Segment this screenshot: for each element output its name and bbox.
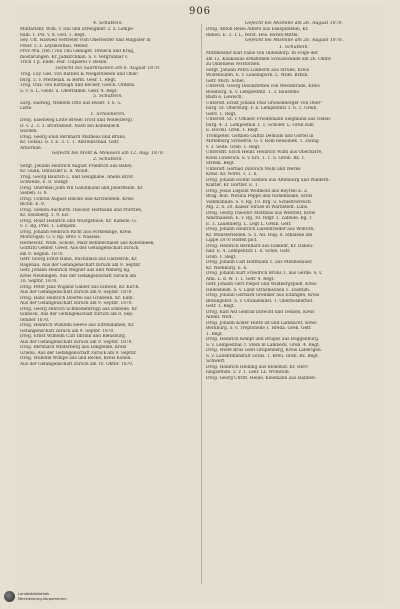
right-column-line: burg. 4. 3. Lempesthal. t. 1. Schöler. L. Greb zum: [206, 122, 314, 128]
right-column-line: Greb. 1. Regt.: [206, 254, 237, 260]
left-column-line: Gefr. Georg Ernst Hahn, Rüchilinss aus Gaitzerob, Kr.: [20, 257, 138, 263]
right-column-line: Kr. Münsterleiden. S. 5. Ad. Hug. d. Stkalene am: [206, 232, 313, 238]
left-column-line: Prov.-Wn. (ret.) von Thü Genuger, Dreieck und Krug,: [20, 49, 135, 55]
right-column-line: Unteroff. Gerhad Dillorich Mohl und Werke: [206, 166, 301, 172]
left-column-line: Sey. Ult. Haswell Vertreter vom Oberlehrer und Magister in: [20, 38, 151, 44]
left-column-line: Gefangenschaft zurück am 9. Septbr. 1870.: [20, 328, 115, 334]
left-column-line: mostarungen. Kr. Jüdkirchhan. S. v. Vergrunbar v.: [20, 54, 129, 60]
right-column-line: Drog. Johann Gerhard Greinker aus Eitlingen, Kreis: [206, 293, 320, 299]
left-column: [20, 21, 196, 367]
left-column-line: Trog. Georg Baurich L. und Leuignabe. Ahebs Birot.: [20, 174, 135, 180]
library-badge-text: [18, 592, 67, 601]
right-column-line: Strenk. Regt.: [206, 161, 235, 167]
left-column-line: v. 1. Rg. Pres. 1. Lempsm.: [20, 224, 77, 230]
right-column-line: Schwert.: [206, 359, 226, 365]
left-column-line: Trog. Luy. Ges. von Rathen & Wiegersleben und Ober-: [20, 72, 139, 78]
left-column-heading: 2. Schüttein.: [93, 157, 123, 163]
left-column-line: Einbeck. Aus der Gefangenschaft zurück am 8. Sep-: [20, 312, 134, 318]
right-column-line: S. v. Lempesthal. t. Stein in Lambeck. Greb. 4. Regt.: [206, 342, 321, 348]
right-column-line: lungseftste. 5. v. 1. Leer. Lz. Wvnwoln.: [206, 370, 290, 376]
right-column-line: burg. St. Oberburg. F. b. Lempestiltz 1. 6. 1. Greib.: [206, 106, 318, 112]
left-column-line: Drog. Hoist Heinrich und Wüstgebüse, Kr. Rahsde. G.: [20, 218, 137, 224]
right-column-line: Drog. Johann Heinrich Luisenfrieder aus Woltorn,: [206, 227, 315, 233]
right-column-line: Kr. Wienburg. E. 6.: [206, 265, 248, 271]
left-column-line: Trog. Dux. von Koltbugh und Reclier, Gesch. Ordens.: [20, 83, 136, 89]
left-column-line: Lißfe.: [20, 106, 33, 112]
left-column-line: Bichb. E. 9.: [20, 202, 46, 208]
left-column-line: burg. 5. v. Pferdelah. & Berm. Gesr. 1. Regt.: [20, 77, 117, 83]
right-column-line: Gefr. 1. Regt.: [206, 304, 235, 310]
right-column-heading: Gefecht bei Mismille am 26. August 1870.: [244, 38, 344, 44]
left-column-line: Zarg. Hadwig, Wilhelm Otto aus Buser. T. S. 5.: [20, 100, 122, 106]
right-column-line: Gefr. Mich. Schel.: [206, 78, 245, 84]
right-column-line: hall. E. 4. Lempentitz 1. b. Schle. Gefr.: [206, 249, 291, 255]
left-column-line: am 9. Segilin. 1870.: [20, 251, 64, 257]
right-column-line: Volkmannde. S. v. Rg. 10. Brg. u. Schießversuch: [206, 199, 311, 205]
right-column-line: Drog. Heinrich Bernhard aus Einkehr, Kr. Daheu-: [206, 243, 314, 249]
right-column-line: Kreis Lowerich. S. v. Ers. 1. 1. S. Greib. Bz. 1.: [206, 155, 306, 161]
right-column-line: Brag. Bob. Wiridia Peppe und Hohenbeike, Kreis: [206, 194, 313, 200]
left-column-line: Grieba. Aus der Gefangenschaft zurück am 9. Septbr.: [20, 350, 137, 356]
left-column-line: Drog. Wilhelm Wimpe aus und Becke, Kreis Konen.: [20, 356, 132, 362]
right-column-line: Drog. Heinrich Heilling aus Bloedhof. Kr. Herr-: [206, 364, 309, 370]
left-column-line: Drog. Johann Heinrich Richt aus Forkedinge, Kreis: [20, 229, 132, 235]
right-column-line: Drog. Anton Reise Albers aus Eisleplatenei, Kr.: [206, 27, 309, 33]
left-column-line: Aus der Gefangenschaft zurück am 10. Oktbr. 1870.: [20, 361, 134, 367]
right-column-line: Bernburg. S. v. Treptonelle 1. Breda. Greb. Gefr.: [206, 326, 312, 332]
right-column-line: Sergt. Johann Petra Ludherst aus Struke, Kreis: [206, 67, 309, 73]
right-column-line: Mg. 2. S. 20. Kaiser Strase in Warnstedt. Lubs.: [206, 205, 309, 211]
left-column-line: Drog. Heinrich Wilhelm Heeve aus Elfrendamen, Kr.: [20, 323, 135, 329]
left-column-line: Drog. Conrad August Hincke und Kirchenfeld, Kreis: [20, 196, 134, 202]
left-column-line: Kr. Gulik, Gfiraciler E. 8. Woulf.: [20, 169, 89, 175]
right-column-line: Basti e. Lewisch.: [206, 95, 243, 101]
right-column-line: Drog. Johann Köller Hütte ist und Lambacht, Kreis: [206, 320, 317, 326]
left-column-heading: Gefecht bei Saarbrücken am 6. August 1870.: [55, 65, 161, 71]
left-column-line: 10. Septbr. 1870.: [20, 279, 58, 285]
right-column-line: v. 3. Seite. Greb. 1. Regt.: [206, 144, 261, 150]
badge-line-1: Landesbibliothek: [18, 592, 50, 597]
page-number: 906: [188, 6, 212, 17]
left-column-line: Drog. Bernhard Wilderberg aus Lengfelde, Kreis: [20, 345, 127, 351]
left-column-line: S. v. S. L. Geißl. u. Oberflamm. Gesr. 4. Regt.: [20, 88, 118, 94]
left-column-line: Sieben. G. 9.: [20, 191, 48, 197]
right-column-line: Gefr. Johann Gert Pieper und Wildbergspieß, Kreis: [206, 282, 317, 288]
right-column-line: Hildesheim. S. v. Land Strasnischen 1. Zeistlim.: [206, 287, 311, 293]
badge-line-2: Mecklenburg-Vorpommern: [18, 596, 67, 601]
right-column-line: Lippe 1870 Hoffen pict.: [206, 238, 258, 244]
right-column-line: Biesingebst. S. v. Oranienkilst. 1. Oberhosnerhof.: [206, 298, 314, 304]
left-column-line: worden.: [20, 129, 38, 135]
right-column-line: Amsthausen. E. v. Rg. 10. Rdgr. 1. Zafelde, Rg. 1: [206, 216, 312, 222]
left-column-line: Hornewitz. Wille. Schöle, Maxt Behnfechanst aus Kobenbeek,: [20, 240, 155, 246]
left-column-heading: 5. Schüttein.: [93, 94, 123, 100]
right-column-heading: 1. Schüttein.: [279, 44, 309, 50]
right-column-line: Drog. Georg Theodor Matthias aus Westfelt, Kreis: [206, 210, 316, 216]
right-column-line: Klatter. Kr. Dörtler. E. 1.: [206, 183, 259, 189]
right-column-line: Mittmeister Karl Fazie von Oldendorp. In Folge der: [206, 51, 319, 57]
right-column-line: Altenf. Wolt.: [206, 315, 233, 321]
left-column-line: Militärlehr. Wilh. v. Hal und Strengmer. 2. z. Lempe-: [20, 27, 135, 33]
right-column-line: am 12. Kaukasius erhaltenen Schusswunde am 26. Oktbr.: [206, 56, 332, 62]
left-column-line: Morsrogsb. G. v. Rp. Brev. v. Nassels.: [20, 235, 101, 241]
right-column-line: Mittelburg Schwerin. G. v. Rom bensunek. 1. Zwing: [206, 139, 319, 145]
left-column-line: Golftrin Gemer, Greef. Aus der Gefangenschaft zurück: [20, 246, 139, 252]
left-column-line: huhl. 1. Pol. v. 8. Gvd. 1. Regt.: [20, 32, 86, 38]
document-page: [14, 4, 386, 604]
left-column-line: Trich 1 p. Ende. Feir. Tulpierel v. Besim.: [20, 60, 108, 66]
left-column-line: Sergt. Johann Heinrich August Friedrich aus Babel,: [20, 163, 133, 169]
left-column-line: Poter. 2. z. Leydesuthal. Weber.: [20, 43, 89, 49]
right-column-line: Unteroff. St. v. Omaelc Friedemann Siegmund aus Olden-: [206, 117, 332, 123]
left-column-line: Drog. Peter Jaus Wigand Gabler aus Einwell, Kr. Kirch.: [20, 284, 140, 290]
right-column: [206, 21, 382, 381]
left-column-line: Aus der Gefangenschaft zurück am 9. Septbr. 1870.: [20, 339, 133, 345]
right-column-line: Gerd. 1. Regt.: [206, 111, 237, 117]
right-column-line: Drog. Wolfe Brus Gent Grupenberg, Kreis Lanerigen.: [206, 348, 323, 354]
left-column-line: Drog. Gieben Auchurth Theodor Hermann und Pfortten,: [20, 207, 143, 213]
right-column-line: Unterofft. Erich Heinr. Heinrich Wilm aus Oberbarre,: [206, 150, 323, 156]
right-column-line: Bossburg. E. v. Lempesthtz. 1. 3. Baustelle: [206, 89, 300, 95]
left-column-line: Aus der Gefangenschaft zurück am 9. Septbr. 1870.: [20, 290, 133, 296]
left-column-line: Kreis Neubingen. Aus der Gefangenschaft zurück am: [20, 273, 137, 279]
right-column-line: Renen. E. 3. T. L. Verst. Hes. Buren-Mittel.: [206, 32, 299, 38]
right-column-line: Drog. Karl Ast Gebrad Ebrecht und Tennen, Kreis: [206, 309, 315, 315]
left-column-line: Aus der Gefangenschaft zurück am 9. Septbr. 1870.: [20, 301, 133, 307]
right-column-line: Unteroff. Georg Dieckstetten von Westenrade, Kreis: [206, 84, 320, 90]
left-column-line: Arbörnde.: [20, 145, 42, 151]
left-column-line: Drog. Eisenweg Lotte Bresel Trost und Wolle(berg).: [20, 118, 134, 124]
left-column-line: Schwelle, E. 8. Volkgr.: [20, 180, 69, 186]
left-column-heading: 4. Schüttein.: [93, 21, 123, 26]
right-column-line: Drog. Johann Kurt Friedrich Bruns 1. aus Gerde. S. v.: [206, 271, 323, 277]
right-column-line: Ahn. L. d. W. 1. 1. Gefr. 4. Regt.: [206, 276, 275, 282]
right-column-line: Drog. Jesus Liepold Wedmold aus Bayrsel E. Z.: [206, 188, 309, 194]
left-column-line: Gefr. Johann Heinrich Wegner aus und Waberg ng.: [20, 268, 131, 274]
left-column-line: Drog. Georg Enid Bernhard Matheus und Bruns,: [20, 134, 127, 140]
right-column-heading: Gefecht bei Mismille am 26. August 1870.: [244, 21, 344, 26]
right-column-line: zu Oldenbeis verstorben.: [206, 62, 261, 68]
column-divider: [201, 24, 202, 584]
left-column-line: Kr. Gofaul. G. v. E. 3. 1. 1. Amreinschall. Gefr.: [20, 140, 120, 146]
left-column-line: Drog. Ernst Wilhelm Carl Ilbrink und Bleusburg.: [20, 334, 127, 340]
left-column-line: Drog. Obermeil John Wil Gaholmann und Joberfleide. Kr.: [20, 185, 144, 191]
left-column-line: tember 1870.: [20, 317, 50, 323]
right-column-line: Wolfshaufen. E. v. Lauenapurk. L. Wille. Brbsn.: [206, 73, 309, 79]
right-column-line: 1. Regt.: [206, 331, 224, 337]
right-column-line: Drog. Heinrich Kempf und Bruges aus Buggenburg.: [206, 337, 320, 343]
left-column-line: Ragenau. Aus der Gefangenschaft zurück am 9. Septbr.: [20, 262, 142, 268]
right-column-line: S. v. Lauentiflanstalt Soras. 1. Breu. Greb. Bz. Regt.: [206, 353, 320, 359]
library-logo-icon: [4, 591, 15, 602]
right-column-line: Unteroff. Ernst Johann Paul Griesenberger von Ober-: [206, 100, 322, 106]
right-column-line: Drog. Johann Holtin Siemen aus Altenburg und Waldern-: [206, 177, 330, 183]
right-column-line: Trompeter. Gottlieb Gültuf Demuds und Görtel in: [206, 133, 314, 139]
left-column-line: Drog. Hans Heinrich Doerfel aus Grüßenn, Kr. Einb.: [20, 295, 134, 301]
right-column-line: Drog. Johann Carl Hoffmann 1. aus Mennedauer,: [206, 260, 313, 266]
left-column-line: Drog. Georg Hinrich Schmedentropp aus Embede, Kr.: [20, 306, 138, 312]
left-column-heading: Gefecht bei Mont & Mousson am 12. Aug. 1870.: [51, 151, 165, 157]
library-badge: [4, 591, 67, 602]
left-column-line: Kr. Sensberg. 1. 9. Eir.: [20, 213, 70, 219]
right-column-line: Kreis. Kr. Nörel. 1. 1. 6.: [206, 172, 258, 178]
right-column-line: E. 3. Lauenberg. L. Legt L. Greib. Gefr.: [206, 221, 292, 227]
right-column-line: Drog. Georg Chrift. Heine, Kleemann aus Habben-: [206, 375, 317, 381]
left-column-heading: 1. Schöeberen.: [90, 111, 126, 117]
left-column-line: D. v. 2. 3. 3. Brorbsmeit. Nach bei Kollenbech: [20, 123, 120, 129]
right-column-line: E. Hovell. Greb. 1. Regt.: [206, 128, 260, 134]
